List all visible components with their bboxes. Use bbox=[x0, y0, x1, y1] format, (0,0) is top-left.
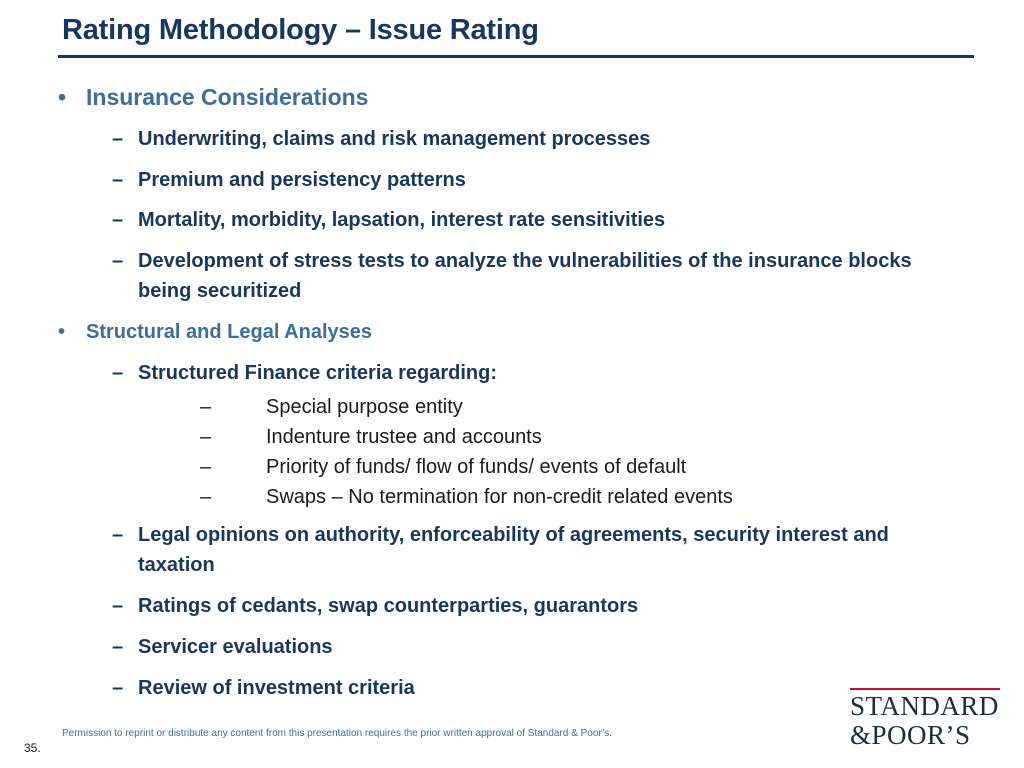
sub-list-item: – Indenture trustee and accounts bbox=[200, 426, 542, 448]
footer-permission-text: Permission to reprint or distribute any content from this presentation requires the prior written approval of Standard & Poor’s. bbox=[62, 728, 612, 739]
list-item: – Structured Finance criteria regarding: bbox=[112, 358, 952, 388]
bullet-insurance-considerations bbox=[58, 84, 368, 111]
dash-marker: – bbox=[112, 677, 124, 699]
dash-marker: – bbox=[112, 169, 124, 191]
list-item: – Development of stress tests to analyze the vulnerabilities of the insurance blocks being securitized bbox=[112, 246, 952, 306]
dash-marker: – bbox=[200, 486, 212, 508]
list-item: – Ratings of cedants, swap counterparties, guarantors bbox=[112, 591, 952, 621]
standard-poors-logo bbox=[850, 688, 1000, 750]
list-item: – Legal opinions on authority, enforceability of agreements, security interest and taxation bbox=[112, 520, 952, 580]
list-item: – Servicer evaluations bbox=[112, 632, 952, 662]
page-number: 35. bbox=[24, 741, 41, 755]
dash-marker: – bbox=[112, 362, 124, 384]
list-item: – Review of investment criteria bbox=[112, 673, 952, 703]
logo-line-1: STANDARD bbox=[850, 688, 1000, 720]
bullet-marker: • bbox=[58, 84, 67, 110]
dash-marker: – bbox=[200, 456, 212, 478]
sub-list-item: – Special purpose entity bbox=[200, 396, 463, 418]
dash-marker: – bbox=[112, 209, 124, 231]
logo-line-2: &POOR’S bbox=[850, 720, 971, 750]
list-item: – Mortality, morbidity, lapsation, interest rate sensitivities bbox=[112, 205, 952, 235]
dash-marker: – bbox=[112, 128, 124, 150]
dash-marker: – bbox=[200, 396, 212, 418]
list-item: – Premium and persistency patterns bbox=[112, 165, 952, 195]
dash-marker: – bbox=[200, 426, 212, 448]
dash-marker: – bbox=[112, 636, 124, 658]
dash-marker: – bbox=[112, 595, 124, 617]
section-heading: Structural and Legal Analyses bbox=[86, 321, 373, 343]
dash-marker: – bbox=[112, 250, 124, 272]
dash-marker: – bbox=[112, 524, 124, 546]
bullet-structural-legal-analyses bbox=[58, 321, 372, 344]
list-item: – Underwriting, claims and risk management processes bbox=[112, 124, 952, 154]
title-underline bbox=[58, 55, 974, 58]
sub-list-item: – Priority of funds/ flow of funds/ events of default bbox=[200, 456, 687, 478]
slide-title: Rating Methodology – Issue Rating bbox=[62, 14, 539, 46]
bullet-marker: • bbox=[58, 321, 66, 343]
sub-list-item: – Swaps – No termination for non-credit related events bbox=[200, 486, 733, 508]
section-heading: Insurance Considerations bbox=[86, 84, 369, 110]
